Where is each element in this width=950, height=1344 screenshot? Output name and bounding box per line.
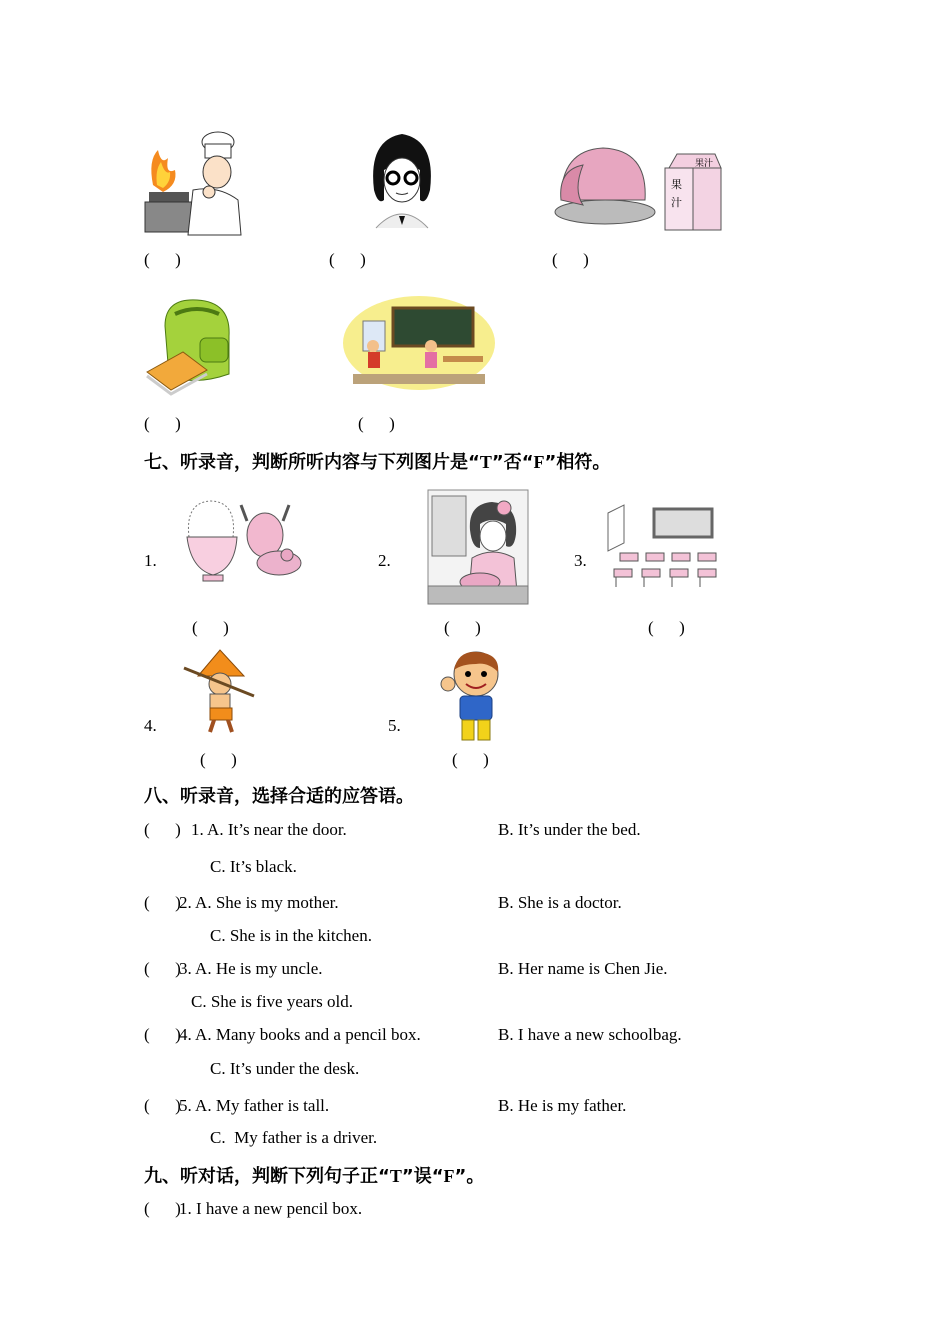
answer-blank[interactable]: ( ) [358,414,395,433]
item-number: 2. [378,551,391,570]
schoolbag-and-book-picture [145,296,237,392]
option-a: 3. A. He is my uncle. [179,959,323,978]
chef-picture [143,130,248,235]
answer-blank[interactable]: ( ) [144,1025,181,1044]
rice-bowl-and-cow-picture [183,497,303,585]
juice-label-3: 果汁 [695,159,714,169]
item-number: 3. [574,551,587,570]
answer-blank[interactable]: ( ) [200,750,237,769]
answer-blank[interactable]: ( ) [144,1199,181,1218]
farmer-boy-picture [180,648,258,734]
option-a: 1. A. It’s near the door. [191,820,347,839]
waving-boy-picture [438,648,510,746]
answer-blank[interactable]: ( ) [144,820,181,839]
section7-heading: 七、听录音，判断所听内容与下列图片是“T”否“F”相符。 [144,452,611,473]
answer-blank[interactable]: ( ) [552,250,589,269]
section9-heading: 九、听对话，判断下列句子正“T”误“F”。 [144,1166,485,1187]
answer-blank[interactable]: ( ) [144,250,181,269]
item-number: 1. [144,551,157,570]
classroom-desks-picture [606,503,726,589]
option-c: C. She is five years old. [191,992,353,1011]
section8-heading: 八、听录音，选择合适的应答语。 [144,786,414,807]
option-c: C. It’s under the desk. [210,1059,360,1078]
option-b: B. It’s under the bed. [498,820,641,839]
juice-label-2: 汁 [671,196,682,209]
answer-blank[interactable]: ( ) [452,750,489,769]
option-b: B. She is a doctor. [498,893,622,912]
option-a: 4. A. Many books and a pencil box. [179,1025,421,1044]
item-number: 4. [144,716,157,735]
option-c: C. It’s black. [210,857,297,876]
girl-glasses-picture [366,130,438,230]
answer-blank[interactable]: ( ) [144,1096,181,1115]
answer-blank[interactable]: ( ) [144,414,181,433]
option-a: 2. A. She is my mother. [179,893,339,912]
option-b: B. I have a new schoolbag. [498,1025,682,1044]
answer-blank[interactable]: ( ) [144,959,181,978]
statement-text: 1. I have a new pencil box. [179,1199,363,1218]
answer-blank[interactable]: ( ) [329,250,366,269]
answer-blank[interactable]: ( ) [192,618,229,637]
option-b: B. Her name is Chen Jie. [498,959,668,978]
option-c: C. My father is a driver. [210,1128,378,1147]
bread-and-juice-picture [553,140,725,232]
answer-blank[interactable]: ( ) [648,618,685,637]
answer-blank[interactable]: ( ) [144,893,181,912]
option-a: 5. A. My father is tall. [179,1096,330,1115]
answer-blank[interactable]: ( ) [444,618,481,637]
juice-label-1: 果 [671,178,682,191]
girl-kitchen-picture [428,490,528,604]
option-c: C. She is in the kitchen. [210,926,372,945]
classroom-picture [343,296,495,390]
item-number: 5. [388,716,401,735]
option-b: B. He is my father. [498,1096,627,1115]
